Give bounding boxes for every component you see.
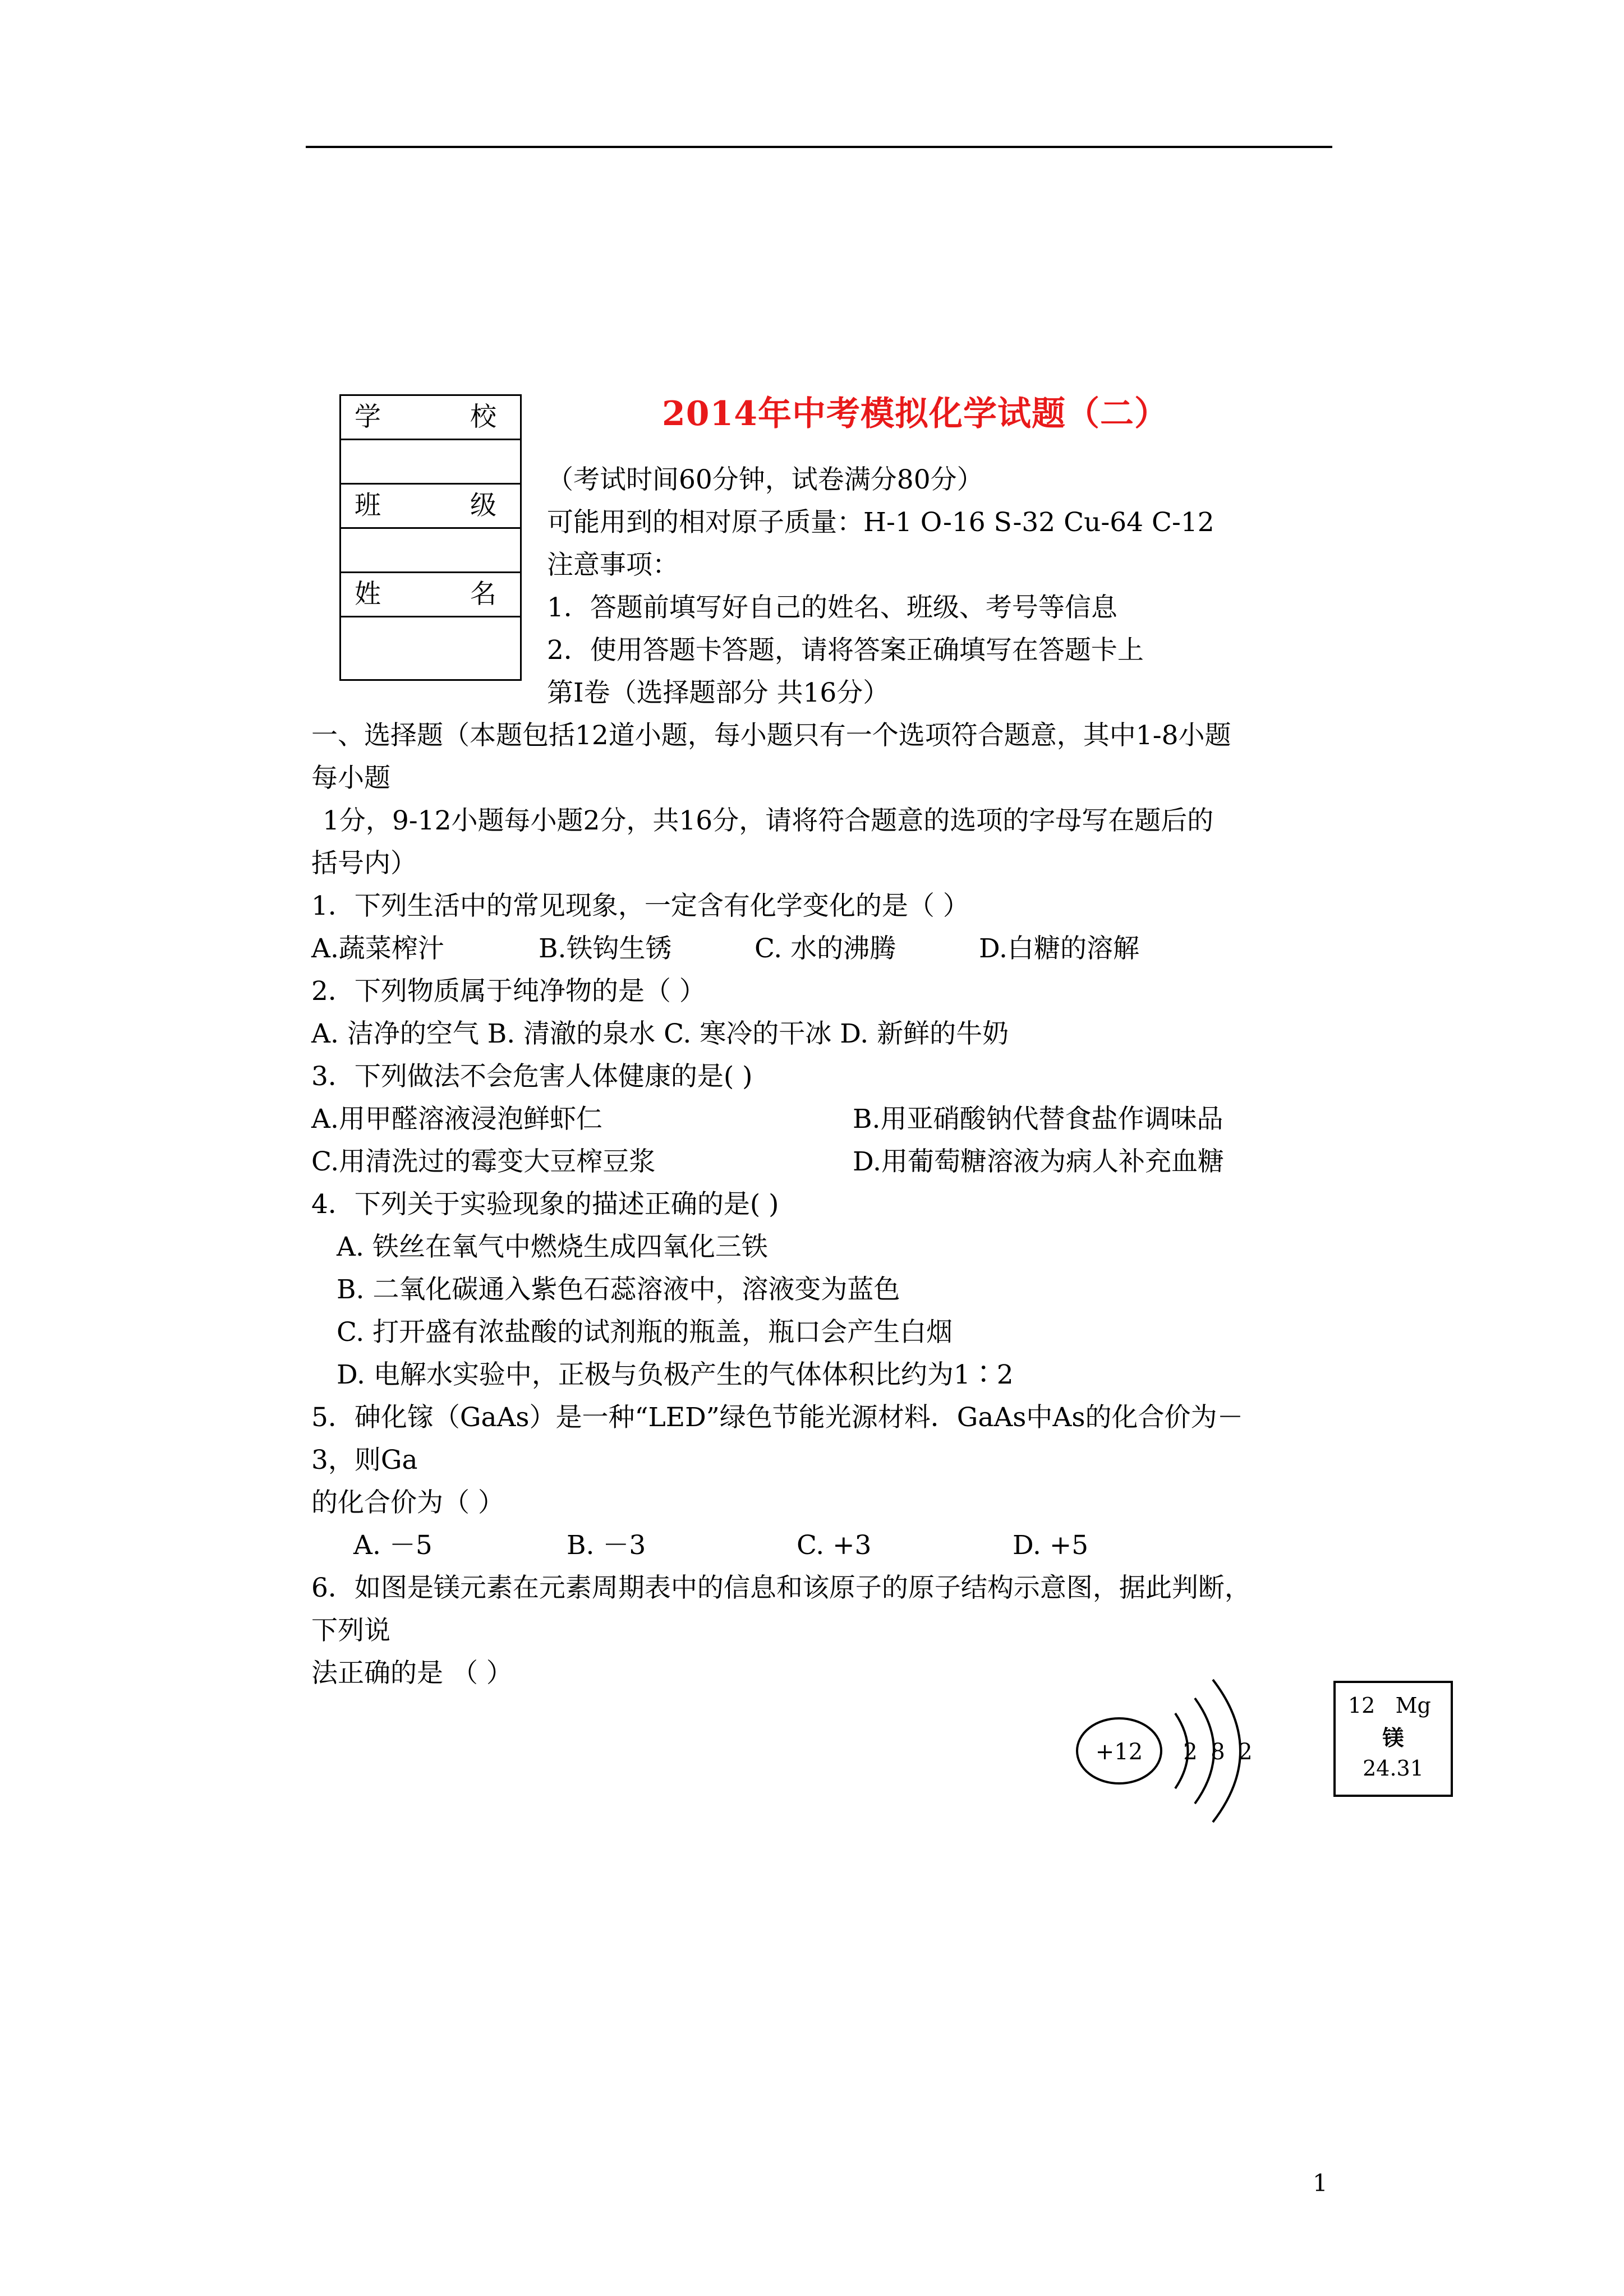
class-label-row [341, 485, 520, 529]
section-intro-line-4: 括号内） [311, 848, 417, 879]
school-label-char-2: 校 [470, 402, 496, 432]
nucleus-charge: +12 [1095, 1739, 1143, 1765]
question-5-line-1: 5．砷化镓（GaAs）是一种“LED”绿色节能光源材料．GaAs中As的化合价为－ [311, 1402, 1244, 1433]
q4-option-b: B. 二氧化碳通入紫色石蕊溶液中，溶液变为蓝色 [337, 1274, 900, 1305]
section-intro-line-3: 1分，9-12小题每小题2分，共16分，请将符合题意的选项的字母写在题后的 [323, 805, 1214, 836]
q1-option-d: D.白糖的溶解 [979, 933, 1139, 964]
note-2: 2．使用答题卡答题，请将答案正确填写在答题卡上 [547, 635, 1144, 666]
school-label-char-1: 学 [355, 402, 381, 432]
question-6-line-3: 法正确的是 （ ） [311, 1658, 513, 1689]
header-rule [306, 146, 1332, 148]
q1-option-b: B.铁钩生锈 [539, 933, 672, 964]
q4-option-c: C. 打开盛有浓盐酸的试剂瓶的瓶盖，瓶口会产生白烟 [337, 1317, 953, 1348]
element-number-symbol [1348, 1693, 1431, 1718]
q1-option-a: A.蔬菜榨汁 [311, 933, 444, 964]
q4-option-d: D. 电解水实验中，正极与负极产生的气体体积比约为1∶2 [337, 1359, 1014, 1390]
q4-option-a: A. 铁丝在氧气中燃烧生成四氧化三铁 [337, 1232, 768, 1262]
shell-2-electrons: 8 [1211, 1739, 1225, 1765]
part-heading: 第Ⅰ卷（选择题部分 共16分） [547, 677, 890, 708]
class-field[interactable] [341, 529, 520, 573]
question-1: 1．下列生活中的常见现象，一定含有化学变化的是（ ） [311, 891, 969, 921]
question-2: 2．下列物质属于纯净物的是（ ） [311, 976, 706, 1007]
q2-options: A. 洁净的空气 B. 清澈的泉水 C. 寒冷的干冰 D. 新鲜的牛奶 [311, 1018, 1009, 1049]
student-info-table [339, 394, 522, 681]
page-number: 1 [1313, 2169, 1328, 2197]
class-label-char-2: 级 [470, 490, 496, 521]
name-label-char-1: 姓 [355, 579, 381, 610]
school-field[interactable] [341, 440, 520, 485]
q3-option-b: B.用亚硝酸钠代替食盐作调味品 [853, 1104, 1223, 1135]
question-3: 3．下列做法不会危害人体健康的是( ) [311, 1061, 753, 1092]
question-6-line-1: 6．如图是镁元素在元素周期表中的信息和该原子的原子结构示意图，据此判断， [311, 1573, 1251, 1603]
element-symbol: Mg [1395, 1693, 1431, 1718]
question-4: 4．下列关于实验现象的描述正确的是( ) [311, 1189, 779, 1220]
q1-option-c: C. 水的沸腾 [755, 933, 896, 964]
q5-option-d: D. +5 [1013, 1530, 1089, 1561]
school-label-row [341, 396, 520, 440]
question-6-line-2: 下列说 [311, 1615, 390, 1646]
atomic-masses: 可能用到的相对原子质量：H-1 O-16 S-32 Cu-64 C-12 [547, 507, 1214, 538]
q5-option-a: A. －5 [353, 1530, 433, 1561]
q3-option-c: C.用清洗过的霉变大豆榨豆浆 [311, 1146, 656, 1177]
note-1: 1．答题前填写好自己的姓名、班级、考号等信息 [547, 592, 1117, 623]
notes-heading: 注意事项： [547, 550, 679, 580]
q3-option-d: D.用葡萄糖溶液为病人补充血糖 [853, 1146, 1224, 1177]
element-atomic-mass: 24.31 [1363, 1756, 1424, 1781]
name-field[interactable] [341, 617, 520, 679]
name-label-row [341, 573, 520, 617]
exam-title: 2014年中考模拟化学试题（二） [662, 394, 1168, 434]
shell-1-electrons: 2 [1183, 1739, 1198, 1765]
name-label-char-2: 名 [470, 579, 496, 610]
class-label-char-1: 班 [355, 490, 381, 521]
element-atomic-number: 12 [1348, 1693, 1375, 1718]
question-5-line-3: 的化合价为（ ） [311, 1487, 504, 1518]
q5-option-b: B. －3 [567, 1530, 646, 1561]
element-name: 镁 [1382, 1725, 1404, 1750]
magnesium-atom-diagram [1066, 1660, 1290, 1839]
periodic-table-element-card [1333, 1681, 1453, 1797]
question-5-line-2: 3，则Ga [311, 1445, 418, 1476]
section-intro-line-2: 每小题 [311, 763, 390, 794]
shell-3-electrons: 2 [1238, 1739, 1253, 1765]
section-intro-line-1: 一、选择题（本题包括12道小题，每小题只有一个选项符合题意，其中1-8小题 [311, 720, 1231, 751]
q3-option-a: A.用甲醛溶液浸泡鲜虾仁 [311, 1104, 602, 1135]
exam-info: （考试时间60分钟，试卷满分80分） [547, 464, 983, 495]
q5-option-c: C. +3 [797, 1530, 872, 1561]
